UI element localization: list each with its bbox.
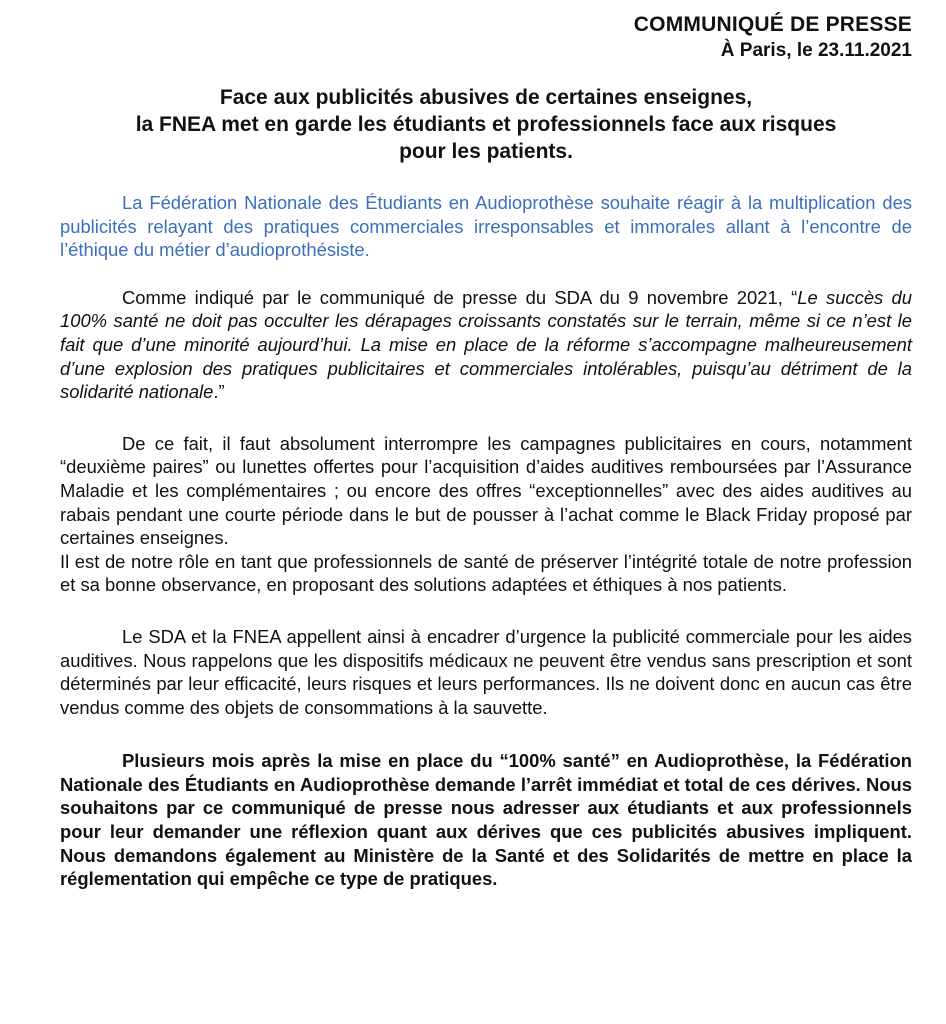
intro-text: La Fédération Nationale des Étudiants en Audioprothèse souhaite réagir à la multiplication des publicités relayant des pratiques commerciales irresponsables et immorales allant à l’encontre de l’éthique du métier d’audioprothésiste. [60, 192, 912, 261]
call-text: Le SDA et la FNEA appellent ainsi à encadrer d’urgence la publicité commerciale pour les aides auditives. Nous rappelons que les dispositifs médicaux ne peuvent être vendus sans prescription et sont déterminés par leur efficacité, leurs risques et leurs performances. Ils ne doivent donc en aucun cas être vendus comme des objets de consommations à la sauvette. [60, 625, 912, 718]
sda-tail-text: .” [213, 381, 225, 403]
call-paragraph [60, 625, 912, 719]
headline [60, 84, 912, 165]
advertising-text: De ce fait, il faut absolument interrompre les campagnes publicitaires en cours, notamment “deuxième paires” ou lunettes offertes pour l’acquisition d’aides auditives remboursées par l’Assurance Maladie et les complémentaires ; ou encore des offres “exceptionnelles” avec des aides auditives au rabais pendant une courte période dans le but de pousser à l’achat comme le Black Friday proposé par certaines enseignes. [60, 432, 912, 549]
conclusion-text: Plusieurs mois après la mise en place du “100% santé” en Audioprothèse, la Fédération Nationale des Étudiants en Audioprothèse demande l’arrêt immédiat et total de ces dérives. Nous souhaitons par ce communiqué de presse nous adresser aux étudiants et aux professionnels pour leur demander une réflexion quant aux dérives que ces publicités abusives impliquent. Nous demandons également au Ministère de la Santé et des Solidarités de mettre en place la réglementation qui empêche ce type de pratiques. [60, 750, 912, 890]
press-release-header [60, 12, 912, 64]
sda-lead-text: Comme indiqué par le communiqué de presse du SDA du 9 novembre 2021, “ [122, 286, 798, 308]
conclusion-paragraph [60, 749, 912, 891]
headline-line-2: la FNEA met en garde les étudiants et professionnels face aux risques [135, 113, 837, 136]
intro-paragraph [60, 191, 912, 262]
sda-quote-text: Le succès du 100% santé ne doit pas occulter les dérapages croissants constatés sur le terrain, même si ce n’est le fait que d’une minorité aujourd’hui. La mise en place de la réforme s’accompagne malheureusement d’une explosion des pratiques publicitaires et commerciales intolérables, puisqu’au détriment de la solidarité nationale [60, 286, 912, 403]
headline-line-3: pour les patients. [399, 140, 573, 163]
press-release-date: À Paris, le 23.11.2021 [720, 40, 912, 61]
role-paragraph: Il est de notre rôle en tant que professionnels de santé de préserver l’intégrité totale de notre profession et sa bonne observance, en proposant des solutions adaptées et éthiques à nos patients. [60, 550, 912, 596]
sda-quote-paragraph [60, 286, 912, 404]
press-release-title: COMMUNIQUÉ DE PRESSE [633, 13, 912, 36]
advertising-paragraph [60, 432, 912, 550]
headline-line-1: Face aux publicités abusives de certaines enseignes, [219, 86, 753, 109]
